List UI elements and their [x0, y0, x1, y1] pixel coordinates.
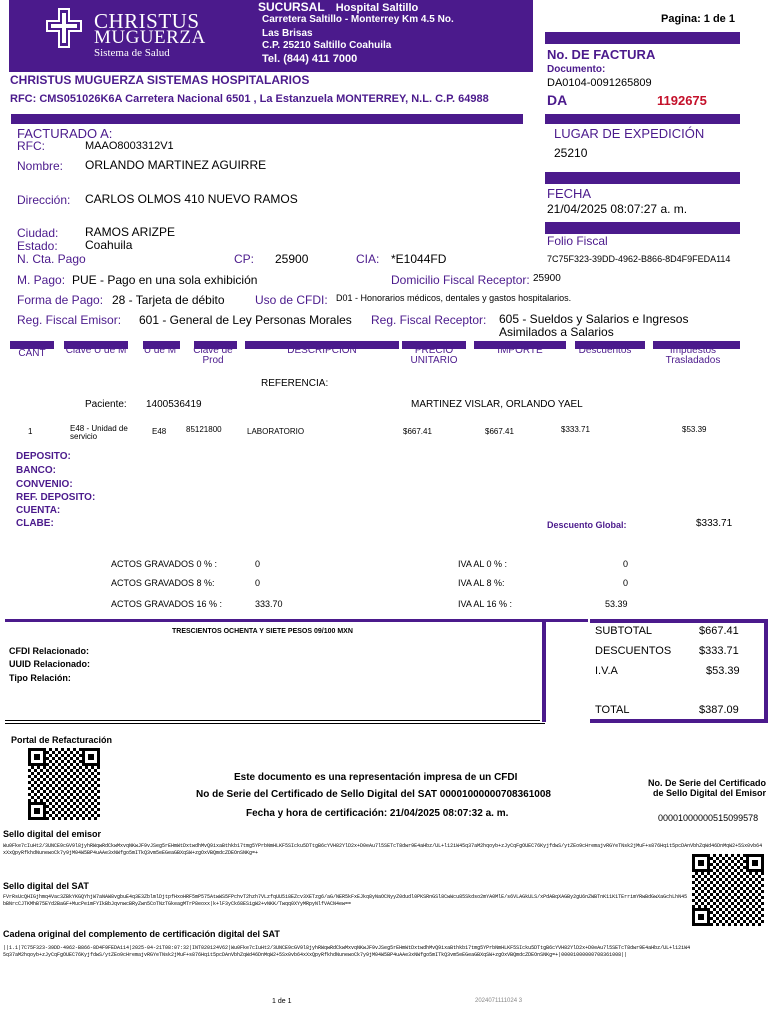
page-footer: 1 de 1 [272, 998, 292, 1005]
estado-label: Estado: [17, 239, 58, 253]
cadena-label: Cadena original del complemento de certificación digital del SAT [3, 929, 280, 939]
logo-text-1: CHRISTUS [94, 9, 200, 33]
row-clave-prod: 85121800 [186, 425, 222, 434]
qr-portal-icon[interactable] [28, 748, 100, 820]
sello-sat-text: FVrRsUcQHIGjhmq4Vac3ZBkYKGQYhjW7aNAW8vgbuE4q3E3ZblmlDjtpfHxoHRF5mP575AtwWS5FPchvT2hzh7VLzfqUU5i8EZcv3XETzg6/aG/NER5kFxEJkq8yNaOCNyyZ0dudl0PKSRnGSl8CwWcu85Skdso2mYA0MlE/s6VLAGkULS/xPdABqXAGBy2gU6nZWBTnK11K1TErrimYRwBdGwXaGchLhN45bBNrcCJTKMhB75EYd2BaGF+MucPeimFYIkBbJqvnwcBRyZwn5CoTNzTGkeagMTrP8eoxx|k+lF3yCk68ESigW2+vNKK/Twqq0XYyMRpyNlfVACN4ew== [3, 894, 688, 907]
documento-label: Documento: [547, 64, 606, 75]
address-3: C.P. 25210 Saltillo Coahuila [262, 40, 392, 51]
documento-value: DA0104-0091265809 [547, 77, 652, 89]
sucursal-name: Hospital Saltillo [335, 2, 419, 14]
fecha-label: FECHA [547, 186, 592, 201]
col-cant: CANT [18, 348, 46, 359]
ciudad-value: RAMOS ARIZPE [85, 225, 176, 239]
col-clave-um: Clave U de M [65, 345, 127, 356]
domicilio-value: 25900 [533, 273, 561, 284]
cuenta-label: CUENTA: [16, 505, 61, 516]
iva8-label: IVA AL 8 %: [458, 578, 505, 588]
forma-value: 28 - Tarjeta de débito [112, 293, 225, 307]
iva8-value: 0 [623, 578, 629, 588]
g0-label: ACTOS GRAVADOS 0 % : [111, 559, 218, 569]
nombre-value: ORLANDO MARTINEZ AGUIRRE [85, 158, 267, 172]
g8-value: 0 [255, 578, 261, 588]
regreceptor-label: Reg. Fiscal Receptor: [371, 313, 487, 327]
serie-emisor-label: No. De Serie del Certificado de Sello Digital del Emisor [647, 778, 766, 798]
cp-label: CP: [234, 252, 255, 266]
row-impuestos: $53.39 [682, 425, 707, 434]
clabe-label: CLABE: [16, 518, 54, 529]
divider-right-1 [545, 114, 740, 124]
total-label: TOTAL [595, 704, 630, 716]
direccion-value: CARLOS OLMOS 410 NUEVO RAMOS [85, 192, 298, 206]
portal-label: Portal de Refacturación [11, 735, 113, 745]
forma-label: Forma de Pago: [17, 293, 104, 307]
totals-divider [542, 619, 546, 722]
cfdi-rel-label: CFDI Relacionado: [9, 646, 90, 656]
row-cant: 1 [28, 427, 33, 436]
uso-value: D01 - Honorarios médicos, dentales y gastos hospitalarios. [336, 293, 572, 303]
referencia-label: REFERENCIA: [261, 378, 329, 389]
lugar-label: LUGAR DE EXPEDICIÓN [554, 126, 705, 141]
paciente-id: 1400536419 [146, 399, 202, 410]
paciente-name: MARTINEZ VISLAR, ORLANDO YAEL [411, 399, 583, 410]
rfc-label: RFC: [17, 139, 45, 153]
sucursal-label: SUCURSAL [258, 0, 325, 14]
sello-emisor-label: Sello digital del emisor [3, 829, 102, 839]
serie-emisor-value: 00001000000515099578 [658, 813, 759, 823]
paciente-label: Paciente: [85, 399, 127, 410]
amount-in-words: TRESCIENTOS OCHENTA Y SIETE PESOS 09/100 MXN [172, 628, 353, 635]
col-precio: PRECIO UNITARIO [410, 345, 458, 366]
tipo-rel-label: Tipo Relación: [9, 673, 71, 683]
company-rfc: RFC: CMS051026K6A Carretera Nacional 6501 , La Estanzuela MONTERREY, N.L. C.P. 64988 [10, 93, 489, 105]
descuento-global-value: $333.71 [696, 518, 733, 529]
cia-value: *E1044FD [391, 252, 447, 266]
row-importe: $667.41 [485, 427, 514, 436]
facturado-label: FACTURADO A: [17, 126, 113, 141]
total-value: $387.09 [699, 704, 739, 716]
folio: 1192675 [657, 93, 707, 108]
cross-icon [46, 8, 82, 48]
direccion-label: Dirección: [17, 193, 71, 207]
divider-right-3 [545, 222, 740, 234]
mpago-value: PUE - Pago en una sola exhibición [72, 273, 258, 287]
iva-label: I.V.A [595, 665, 618, 677]
iva16-value: 53.39 [605, 599, 628, 609]
phone: Tel. (844) 411 7000 [262, 53, 358, 65]
regemisor-label: Reg. Fiscal Emisor: [17, 313, 122, 327]
folio-fiscal-label: Folio Fiscal [547, 234, 608, 248]
convenio-label: CONVENIO: [16, 479, 73, 490]
sello-emisor-text: Wu0Fke7cIuHt2/3UNCE9cGV9l8jyhRWqwRdCkwMxvqNKwJF9vJSeg5rEHmWtDxtwdhMvQ9ixaBthkb17tmg5YPrbNmHLKF5SIcku5DTtgB6cYVH82YlD2x+D0eAu7l5SETcT8dwr9E4aHbz/UL+l12iW45q37aM2hqoyb+zJyCqFgOUEC76KyjfdwS/ytZEo9cHremajvRGYeTNsk2jMuF+s876Hq1t5pcDAnVbhZqWd46DnMqW2+5Sx0vb64xXxQpyRfkhdNunewoCk7y9jM04W5BP4uAAe3xNWfgo5mITkQ3vm5eEGeaGBXqSW+zgOxVBQmdcZDEOnSNKg=+ [3, 843, 763, 856]
address-2: Las Brisas [262, 28, 313, 39]
ncta-label: N. Cta. Pago [17, 252, 86, 266]
regreceptor-value-2: Asimilados a Salarios [499, 325, 614, 339]
descuentos-label: DESCUENTOS [595, 645, 672, 657]
logo [46, 6, 216, 58]
iva16-label: IVA AL 16 % : [458, 599, 513, 609]
banco-label: BANCO: [16, 465, 56, 476]
descuento-global-label: Descuento Global: [547, 520, 627, 530]
totals-bottom-line [590, 719, 768, 723]
iva0-label: IVA AL 0 % : [458, 559, 508, 569]
col-clave-prod: Clave de Prod [193, 345, 233, 366]
folio-fiscal-value: 7C75F323-39DD-4962-B866-8D4F9FEDA114 [547, 254, 731, 264]
sello-sat-label: Sello digital del SAT [3, 881, 89, 891]
no-factura-label: No. DE FACTURA [547, 47, 656, 62]
cadena-text: ||1.1|7C75F323-39DD-4962-B866-8D4F9FEDA114|2025-04-21T08:07:32|INT020124V62|Wu0Fke7cIuHt2/3UNCE9cGV9l8jyhRWqwRdCkwMxvqNKwJF9vJSeg5rEHmWtDxtwdhMvQ9ixaBthkb17tmg5YPrbNmHLKF5SIcku5DTtgB6cYVH82YlD2x+D0eAu7l5SETcT8dwr9E4aHbz/UL+l12iW45q37aM2hqoyb+zJyCqFgOUEC76KyjfdwS/ytZEo9cHremajvRGYeTNsk2jMuF+s876Hq1t5pcDAnVbhZqWd46DnMqW2+5Sx0vb64xXxQpyRfkhdNunewoCk7y9jM04W5BP4uAAe3xNWfgo5mITkQ3vm5eEGeaGBXqSW+zgOxVBQmdcZDEOnSNKg=+|00001000000708361008|| [3, 945, 691, 958]
row-clave-um: E48 - Unidad de servicio [70, 424, 128, 441]
divider-right-2 [545, 172, 740, 184]
iva-value: $53.39 [706, 665, 740, 677]
cfdi-repr: Este documento es una representación impresa de un CFDI [234, 772, 518, 783]
descuentos-value: $333.71 [699, 645, 739, 657]
company-name: CHRISTUS MUGUERZA SISTEMAS HOSPITALARIOS [10, 73, 310, 87]
subtotal-value: $667.41 [699, 625, 739, 637]
serie-sat: No de Serie del Certificado de Sello Digital del SAT 00001000000708361008 [196, 789, 551, 800]
row-um: E48 [152, 427, 167, 436]
deposito-label: DEPOSITO: [16, 451, 71, 462]
fecha-value: 21/04/2025 08:07:27 a. m. [547, 202, 688, 216]
col-descuentos: Descuentos [578, 345, 632, 356]
totals-top-line [5, 619, 588, 622]
cia-label: CIA: [356, 252, 380, 266]
regemisor-value: 601 - General de Ley Personas Morales [139, 313, 352, 327]
g8-label: ACTOS GRAVADOS 8 %: [111, 578, 215, 588]
uso-label: Uso de CFDI: [255, 293, 328, 307]
regreceptor-value-1: 605 - Sueldos y Salarios e Ingresos [499, 312, 689, 326]
g16-label: ACTOS GRAVADOS 16 % : [111, 599, 223, 609]
lugar-value: 25210 [554, 146, 588, 160]
subtotal-label: SUBTOTAL [595, 625, 653, 637]
cp-value: 25900 [275, 252, 309, 266]
divider-left-1 [11, 114, 523, 124]
invoice-top-bar [545, 32, 740, 44]
serie: DA [547, 92, 568, 108]
ciudad-label: Ciudad: [17, 226, 59, 240]
qr-sat-icon[interactable] [692, 854, 764, 926]
totals-right-bar [590, 619, 768, 623]
address-1: Carretera Saltillo - Monterrey Km 4.5 No. [262, 14, 454, 25]
ref-deposito-label: REF. DEPOSITO: [16, 492, 96, 503]
domicilio-label: Domicilio Fiscal Receptor: [391, 273, 530, 287]
rfc-value: MAAO8003312V1 [85, 140, 174, 152]
iva0-value: 0 [623, 559, 629, 569]
row-descuento: $333.71 [561, 425, 590, 434]
col-um: U de M [143, 345, 177, 356]
page-number: Pagina: 1 de 1 [661, 13, 735, 25]
cert-date: Fecha y hora de certificación: 21/04/2025 08:07:32 a. m. [246, 808, 509, 819]
mpago-label: M. Pago: [17, 273, 66, 287]
col-importe: IMPORTE [497, 345, 543, 356]
row-desc: LABORATORIO [247, 427, 305, 436]
col-desc: DESCRIPCION [287, 345, 357, 356]
g0-value: 0 [255, 559, 261, 569]
sucursal [258, 0, 418, 14]
totals-left-box [5, 624, 540, 721]
row-precio: $667.41 [403, 427, 432, 436]
nombre-label: Nombre: [17, 159, 64, 173]
footer-divider [5, 723, 545, 724]
totals-right-border [764, 619, 768, 723]
logo-sub: Sistema de Salud [94, 47, 170, 59]
estado-value: Coahuila [85, 238, 133, 252]
col-impuestos: Impuestos Trasladados [665, 345, 721, 366]
logo-text-2: MUGUERZA [94, 27, 206, 48]
g16-value: 333.70 [255, 599, 283, 609]
code-footer: 2024071111024 3 [475, 998, 523, 1004]
uuid-rel-label: UUID Relacionado: [9, 659, 91, 669]
